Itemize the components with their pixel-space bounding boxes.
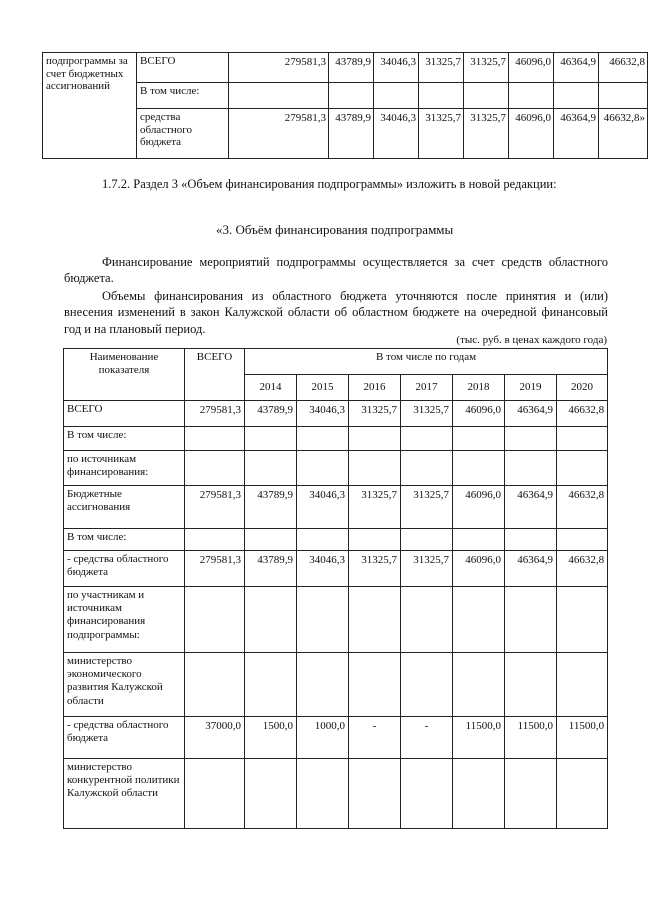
- cell: 43789,9: [245, 486, 297, 529]
- cell-total: 279581,3: [229, 109, 329, 159]
- top-table: [42, 52, 648, 159]
- cell: [374, 83, 419, 109]
- cell: 34046,3: [297, 551, 349, 587]
- cell: 34046,3: [374, 109, 419, 159]
- header-name: Наименование показателя: [64, 349, 185, 401]
- cell: [297, 587, 349, 653]
- cell: 31325,7: [464, 53, 509, 83]
- cell: 46364,9: [505, 486, 557, 529]
- table-row: [64, 427, 608, 451]
- header-year: 2018: [453, 375, 505, 401]
- cell: [505, 529, 557, 551]
- cell: [245, 427, 297, 451]
- cell: 46096,0: [453, 401, 505, 427]
- row-label: средства областного бюджета: [137, 109, 229, 159]
- cell: 46096,0: [509, 53, 554, 83]
- cell-total: [185, 529, 245, 551]
- cell: -: [401, 717, 453, 759]
- cell: 46364,9: [554, 109, 599, 159]
- cell: [505, 653, 557, 717]
- cell-total: 279581,3: [185, 401, 245, 427]
- header-year: 2019: [505, 375, 557, 401]
- cell: [557, 529, 608, 551]
- cell: [557, 759, 608, 829]
- cell: 46632,8: [599, 53, 648, 83]
- table-row: [64, 759, 608, 829]
- row-label: министерство конкурентной политики Калужской области: [64, 759, 185, 829]
- table-row: [64, 653, 608, 717]
- cell-total: 279581,3: [185, 551, 245, 587]
- cell: [401, 587, 453, 653]
- cell: 34046,3: [297, 401, 349, 427]
- cell: 46632,8: [557, 551, 608, 587]
- cell: [554, 83, 599, 109]
- row-label: Бюджетные ассигнования: [64, 486, 185, 529]
- cell: [297, 451, 349, 486]
- cell: 43789,9: [245, 551, 297, 587]
- cell: [453, 587, 505, 653]
- cell-total: [185, 587, 245, 653]
- cell: 11500,0: [453, 717, 505, 759]
- cell-total: [185, 653, 245, 717]
- cell: 31325,7: [349, 401, 401, 427]
- cell: [401, 427, 453, 451]
- cell: 1000,0: [297, 717, 349, 759]
- cell: 31325,7: [401, 551, 453, 587]
- cell: [349, 529, 401, 551]
- cell: 46364,9: [505, 551, 557, 587]
- header-year: 2017: [401, 375, 453, 401]
- cell: 1500,0: [245, 717, 297, 759]
- header-total: ВСЕГО: [185, 349, 245, 401]
- cell: [401, 529, 453, 551]
- cell: 43789,9: [245, 401, 297, 427]
- units-note: (тыс. руб. в ценах каждого года): [456, 334, 607, 346]
- table-row: [64, 401, 608, 427]
- financing-table: [63, 348, 608, 829]
- cell: [297, 653, 349, 717]
- table-row: [64, 587, 608, 653]
- cell: [505, 759, 557, 829]
- cell: [505, 587, 557, 653]
- cell-total: [185, 427, 245, 451]
- header-year: 2016: [349, 375, 401, 401]
- cell-total: [185, 759, 245, 829]
- cell: 46096,0: [453, 551, 505, 587]
- cell: 46096,0: [453, 486, 505, 529]
- paragraph-financing-volumes: Объемы финансирования из областного бюджета уточняются после принятия и (или) внесения изменений в закон Калужской области об областном бюджете на очередной финансовый год и на плановый период.: [64, 289, 608, 336]
- row-label: министерство экономического развития Калужской области: [64, 653, 185, 717]
- cell: 46096,0: [509, 109, 554, 159]
- table-row: [64, 486, 608, 529]
- cell: [401, 653, 453, 717]
- cell: [297, 427, 349, 451]
- cell: [453, 427, 505, 451]
- cell-total: 279581,3: [229, 53, 329, 83]
- section-heading: «3. Объём финансирования подпрограммы: [216, 222, 454, 237]
- paragraph-amendment: 1.7.2. Раздел 3 «Объем финансирования подпрограммы» изложить в новой редакции:: [102, 177, 557, 191]
- cell-total: [185, 451, 245, 486]
- cell: [245, 759, 297, 829]
- cell: [453, 451, 505, 486]
- cell: 11500,0: [505, 717, 557, 759]
- row-label: по источникам финансирования:: [64, 451, 185, 486]
- cell: [464, 83, 509, 109]
- cell: 31325,7: [401, 486, 453, 529]
- row-label: В том числе:: [64, 529, 185, 551]
- cell: [349, 587, 401, 653]
- table-row: [64, 717, 608, 759]
- table-row: [64, 551, 608, 587]
- row-label: ВСЕГО: [137, 53, 229, 83]
- top-table-row: [43, 53, 648, 83]
- cell: [349, 653, 401, 717]
- cell: 46632,8»: [599, 109, 648, 159]
- row-label: - средства областного бюджета: [64, 551, 185, 587]
- cell: [509, 83, 554, 109]
- row-label: В том числе:: [64, 427, 185, 451]
- cell: [505, 451, 557, 486]
- header-years-group: В том числе по годам: [245, 349, 608, 375]
- cell: [505, 427, 557, 451]
- table-row: [64, 451, 608, 486]
- cell: [245, 529, 297, 551]
- cell: -: [349, 717, 401, 759]
- cell: 46364,9: [505, 401, 557, 427]
- cell: [349, 451, 401, 486]
- cell-total: 279581,3: [185, 486, 245, 529]
- cell: [297, 759, 349, 829]
- cell: [453, 759, 505, 829]
- cell: 43789,9: [329, 109, 374, 159]
- cell: [453, 529, 505, 551]
- cell: [453, 653, 505, 717]
- cell: 31325,7: [419, 53, 464, 83]
- cell: [245, 451, 297, 486]
- cell-total: [229, 83, 329, 109]
- cell: [329, 83, 374, 109]
- cell: 31325,7: [349, 551, 401, 587]
- cell: 11500,0: [557, 717, 608, 759]
- cell: 31325,7: [464, 109, 509, 159]
- financing-table-body: [64, 401, 608, 829]
- cell: 46632,8: [557, 486, 608, 529]
- header-year: 2014: [245, 375, 297, 401]
- cell: [599, 83, 648, 109]
- cell: 43789,9: [329, 53, 374, 83]
- cell: [245, 653, 297, 717]
- cell: 31325,7: [401, 401, 453, 427]
- cell: [557, 427, 608, 451]
- row-label: по участникам и источникам финансирования подпрограммы:: [64, 587, 185, 653]
- header-year: 2015: [297, 375, 349, 401]
- cell: 31325,7: [419, 109, 464, 159]
- cell: [349, 427, 401, 451]
- cell: [349, 759, 401, 829]
- cell: [401, 451, 453, 486]
- cell: 46364,9: [554, 53, 599, 83]
- cell: [297, 529, 349, 551]
- cell: [419, 83, 464, 109]
- row-label: - средства областного бюджета: [64, 717, 185, 759]
- cell: [401, 759, 453, 829]
- table-row: [64, 529, 608, 551]
- cell: 34046,3: [374, 53, 419, 83]
- paragraph-financing-source: Финансирование мероприятий подпрограммы осуществляется за счет средств областного бюджета.: [64, 255, 608, 286]
- cell: [245, 587, 297, 653]
- cell: [557, 451, 608, 486]
- header-row: [64, 349, 608, 375]
- cell: [557, 587, 608, 653]
- cell: [557, 653, 608, 717]
- header-year: 2020: [557, 375, 608, 401]
- row-label: В том числе:: [137, 83, 229, 109]
- top-table-side-label: подпрограммы за счет бюджетных ассигнований: [43, 53, 137, 159]
- cell: 34046,3: [297, 486, 349, 529]
- cell: 31325,7: [349, 486, 401, 529]
- cell-total: 37000,0: [185, 717, 245, 759]
- row-label: ВСЕГО: [64, 401, 185, 427]
- cell: 46632,8: [557, 401, 608, 427]
